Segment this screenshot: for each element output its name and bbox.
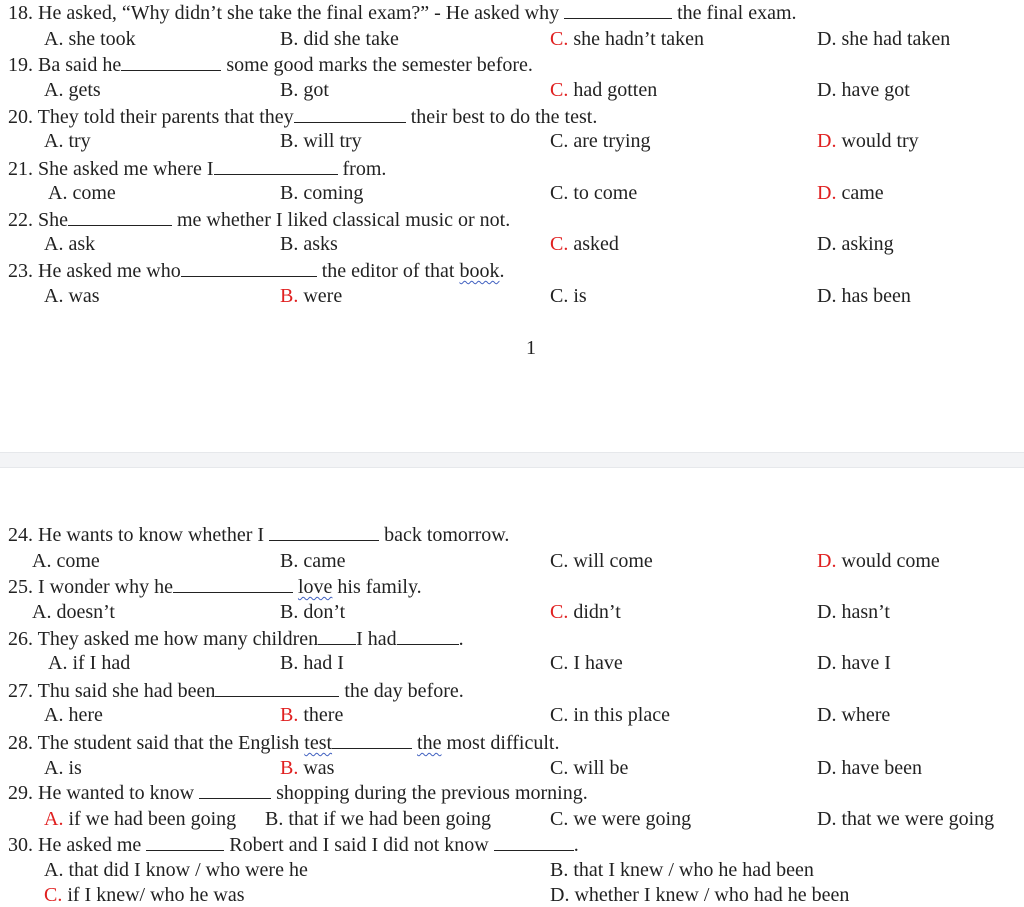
answer-blank (173, 574, 293, 593)
answer-mark: B. (280, 704, 299, 726)
option-d: D. came (817, 182, 884, 204)
option-c: C. we were going (550, 808, 692, 830)
option-c: C. I have (550, 652, 623, 674)
option-a: A. she took (44, 28, 136, 50)
question-text: 18. He asked, “Why didn’t she take the final exam?” - He asked why (8, 2, 565, 24)
option-b: B. don’t (280, 601, 346, 623)
answer-mark: C. (550, 28, 569, 50)
answer-mark: A. (44, 808, 64, 830)
answer-blank (318, 626, 356, 645)
question-27-stem: 27. Thu said she had been the day before. (8, 680, 464, 702)
answer-blank (494, 832, 574, 851)
answer-mark: D. (817, 550, 837, 572)
option-d: D. have been (817, 757, 922, 779)
answer-blank (269, 522, 379, 541)
option-d: D. would come (817, 550, 940, 572)
option-d: D. has been (817, 285, 911, 307)
answer-mark: D. (817, 182, 837, 204)
option-d: D. she had taken (817, 28, 951, 50)
option-c: C. to come (550, 182, 638, 204)
option-c: C. had gotten (550, 79, 658, 101)
option-d: D. where (817, 704, 891, 726)
option-b: B. got (280, 79, 329, 101)
option-a: A. if I had (48, 652, 131, 674)
answer-blank (332, 730, 412, 749)
option-b: B. will try (280, 130, 362, 152)
answer-blank (199, 780, 271, 799)
question-28-stem: 28. The student said that the English test the most difficult. (8, 732, 560, 754)
option-d: D. whether I knew / who had he been (550, 884, 850, 906)
question-26-stem: 26. They asked me how many children I had . (8, 628, 464, 650)
question-text: the final exam. (672, 2, 797, 24)
question-25-stem: 25. I wonder why he love his family. (8, 576, 422, 598)
answer-blank (146, 832, 224, 851)
page-number: 1 (526, 337, 536, 359)
spelling-underline: test (304, 732, 333, 754)
option-a: A. is (44, 757, 82, 779)
option-d: D. have I (817, 652, 891, 674)
option-c: C. if I knew/ who he was (44, 884, 245, 906)
question-19-stem: 19. Ba said he some good marks the semester before. (8, 54, 533, 76)
option-b: B. that if we had been going (265, 808, 492, 830)
question-23-stem: 23. He asked me who the editor of that book. (8, 260, 505, 282)
option-b: B. coming (280, 182, 364, 204)
option-c: C. are trying (550, 130, 651, 152)
answer-blank (68, 207, 172, 226)
answer-mark: C. (550, 233, 569, 255)
option-d: D. have got (817, 79, 910, 101)
answer-mark: D. (817, 130, 837, 152)
option-b: B. came (280, 550, 346, 572)
answer-blank (181, 258, 317, 277)
answer-blank (215, 678, 339, 697)
question-18-stem (8, 0, 797, 25)
option-a: A. try (44, 130, 91, 152)
spelling-underline: book (459, 260, 500, 282)
option-b: B. did she take (280, 28, 399, 50)
question-29-stem: 29. He wanted to know shopping during the previous morning. (8, 782, 588, 804)
option-c: C. will be (550, 757, 629, 779)
option-a: A. was (44, 285, 100, 307)
option-b: B. asks (280, 233, 338, 255)
answer-blank (397, 626, 459, 645)
option-b: B. were (280, 285, 343, 307)
option-a: A. ask (44, 233, 96, 255)
option-a: A. come (48, 182, 116, 204)
question-24-stem: 24. He wants to know whether I back tomorrow. (8, 524, 510, 546)
option-a: A. gets (44, 79, 101, 101)
option-a: A. doesn’t (32, 601, 115, 623)
answer-mark: C. (44, 884, 63, 906)
option-b: B. that I knew / who he had been (550, 859, 814, 881)
option-c: C. asked (550, 233, 619, 255)
option-c: C. she hadn’t taken (550, 28, 705, 50)
question-30-stem: 30. He asked me Robert and I said I did not know . (8, 834, 579, 856)
option-b: B. was (280, 757, 335, 779)
option-b: B. had I (280, 652, 344, 674)
question-20-stem: 20. They told their parents that they their best to do the test. (8, 106, 598, 128)
spelling-underline: the (417, 732, 442, 754)
option-d: D. would try (817, 130, 919, 152)
option-a: A. come (32, 550, 100, 572)
option-c: C. didn’t (550, 601, 621, 623)
option-a: A. here (44, 704, 103, 726)
answer-blank (294, 104, 406, 123)
option-a: A. if we had been going (44, 808, 237, 830)
answer-mark: B. (280, 285, 299, 307)
option-d: D. asking (817, 233, 894, 255)
option-a: A. that did I know / who were he (44, 859, 308, 881)
answer-mark: B. (280, 757, 299, 779)
option-d: D. that we were going (817, 808, 995, 830)
option-c: C. in this place (550, 704, 670, 726)
option-d: D. hasn’t (817, 601, 890, 623)
spelling-underline: love (297, 576, 333, 598)
answer-mark: C. (550, 79, 569, 101)
option-c: C. is (550, 285, 587, 307)
question-22-stem: 22. She me whether I liked classical music or not. (8, 209, 511, 231)
option-c: C. will come (550, 550, 653, 572)
option-b: B. there (280, 704, 344, 726)
answer-blank (121, 52, 221, 71)
answer-blank (564, 0, 672, 19)
answer-blank (214, 156, 338, 175)
question-21-stem: 21. She asked me where I from. (8, 158, 387, 180)
page-separator (0, 452, 1024, 468)
answer-mark: C. (550, 601, 569, 623)
